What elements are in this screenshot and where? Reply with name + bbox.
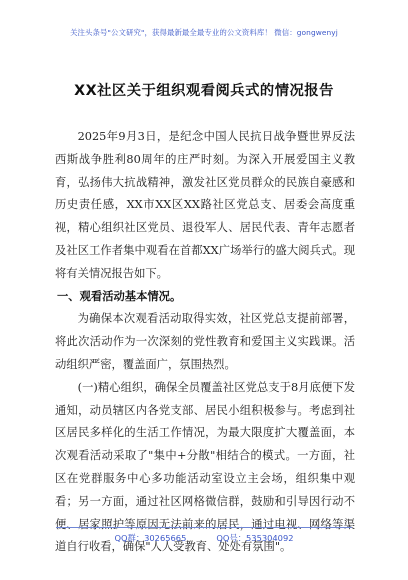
paragraph-intro: 2025年9月3日，是纪念中国人民抗日战争暨世界反法西斯战争胜利80周年的庄严时刻。为深入开展爱国主义教育，弘扬伟大抗战精神，激发社区党员群众的民族自豪感和历史责任感，XX市XX区XX路社区党总支、居委会高度重视，精心组织社区党员、退役军人、居民代表、青年志愿者及社区工作者集中观看在首都XX广场举行的盛大阅兵式。现将有关情况报告如下。 — [55, 130, 355, 280]
qq-group-number: QQ群：30265665 — [114, 533, 187, 543]
qq-account-number: QQ号：535304092 — [216, 533, 294, 543]
document-title: XX社区关于组织观看阅兵式的情况报告 — [74, 83, 334, 99]
footer-contacts — [0, 532, 408, 544]
header-banner: 关注头条号"公文研究"，获得最新最全最专业的公文资料库！ 微信：gongwenyj — [70, 28, 338, 37]
paragraph-overview: 为确保本次观看活动取得实效，社区党总支提前部署，将此次活动作为一次深刻的党性教育和爱国主义实践课。活动组织严密，覆盖面广，氛围热烈。 — [55, 312, 355, 371]
footer-divider — [56, 527, 352, 528]
section-heading: 一、观看活动基本情况。 — [57, 289, 182, 303]
document-body — [55, 126, 355, 559]
paragraph-organization: (一)精心组织，确保全员覆盖社区党总支于8月底便下发通知，动员辖区内各党支部、居民小组积极参与。考虑到社区居民多样化的生活工作情况，为最大限度扩大覆盖面，本次观看活动采取了"集中+分散"相结合的模式。一方面，社区在党群服务中心多功能活动室设立主会场，组织集中观看；另一方面，通过社区网格微信群，鼓励和引导因行动不便、居家照护等原因无法前来的居民，通过电视、网络等渠道自行收看，确保"人人受教育、处处有氛围"。 — [55, 380, 355, 554]
